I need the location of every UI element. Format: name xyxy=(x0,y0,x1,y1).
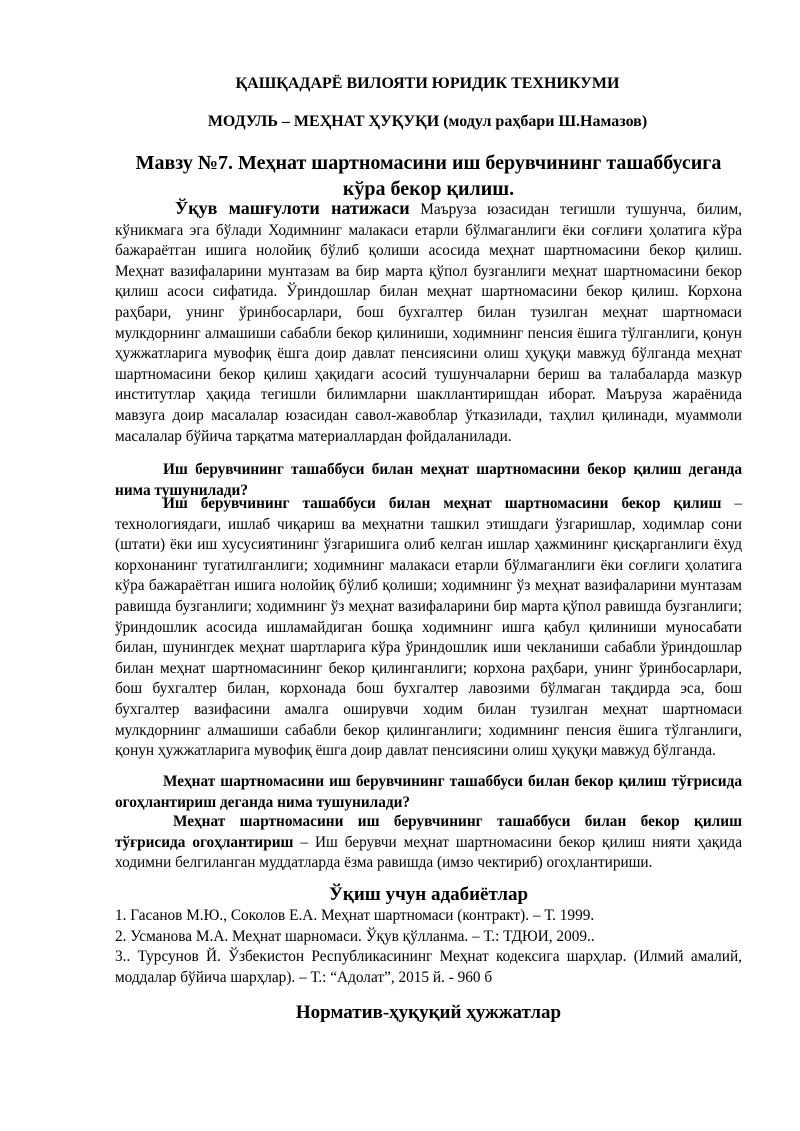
answer-2-lead: Меҳнат шартномасини иш берувчининг ташаббуси билан бекор қилиш тўғрисида огоҳлантириш xyxy=(115,813,742,851)
institution-heading: ҚАШҚАДАРЁ ВИЛОЯТИ ЮРИДИК ТЕХНИКУМИ xyxy=(235,75,620,92)
literature-item: 1. Гасанов М.Ю., Соколов Е.А. Меҳнат шартномаси (контракт). – Т. 1999. xyxy=(115,907,595,924)
answer-2 xyxy=(115,812,742,874)
answer-1 xyxy=(115,494,742,762)
literature-item: 2. Усманова М.А. Меҳнат шарномаси. Ўқув қўлланма. – Т.: ТДЮИ, 2009.. xyxy=(115,927,595,945)
answer-1-lead: Иш берувчининг ташаббуси билан меҳнат шартномасини бекор қилиш xyxy=(163,495,722,512)
question-1: Иш берувчининг ташаббуси билан меҳнат шартномасини бекор қилиш деганда нима тушунилади? xyxy=(115,461,742,499)
topic-title: Мавзу №7. Меҳнат шартномасини иш берувчининг ташаббусига кўра бекор қилиш. xyxy=(135,152,722,200)
intro-lead: Ўқув машғулоти натижаси xyxy=(175,198,410,218)
answer-2-text: – Иш берувчи меҳнат шартномасини бекор қилиш нияти ҳақида ходимни белгиланган муддатларда ёзма равишда (имзо чектириб) огоҳлантириши. xyxy=(115,833,742,872)
module-heading: МОДУЛЬ – МЕҲНАТ ҲУҚУҚИ (модул раҳбари Ш.Намазов) xyxy=(207,113,648,130)
literature-item: 3.. Турсунов Й. Ўзбекистон Республикасининг Меҳнат кодексига шарҳлар. (Илмий амалий, моддалар бўйича шарҳлар). – Т.: “Адолат”, 2015 й. - 960 б xyxy=(115,948,742,986)
intro-paragraph xyxy=(115,198,742,447)
literature-list xyxy=(115,906,742,988)
answer-1-text: – технологиядаги, ишлаб чиқариш ва меҳнатни ташкил этишдаги ўзгаришлар, ходимлар сони (штати) ёки иш хусусиятининг ўзгаришига олиб келган ишлар ҳажмининг қисқарганлиги ёхуд корхонанинг тугатилганлиги; ходимнинг малакаси етарли бўлмаганлиги ёки соғлиги ҳолатига кўра бажараётган ишига нолойиқ бўлиб қолиши; ходимнинг ўз меҳнат вазифаларини мунтазам равишда бузганлиги; ходимнинг ўз меҳнат вазифаларини бир марта қўпол равишда бузганлиги; ўриндошлик асосида ишламайдиган бошқа ходимнинг ишга қабул қилиниши муносабати билан, шунингдек меҳнат шартларига кўра ўриндошлик иши чекланиши сабабли ўриндошлар билан меҳнат шартномасининг бекор қилинганлиги; корхона раҳбари, унинг ўринбосарлари, бош бухгалтер билан, корхонада бош бухгалтер лавозими бўлмаган тақдирда эса, бош бухгалтер вазифасини амалга оширувчи ходим билан тузилган меҳнат шартномаси мулкдорнинг алмашиши сабабли бекор қилинганлиги; ходимнинг пенсия ёшига тўлганлиги, қонун ҳужжатларига мувофиқ ёшга доир давлат пенсиясини олиш ҳуқуқи мавжуд бўлганда. xyxy=(115,495,742,760)
intro-text: Маъруза юзасидан тегишли тушунча, билим, кўникмага эга бўлади Ходимнинг малакаси етарли бўлмаганлиги ёки соғлиғи ҳолатига кўра бажараётган ишига нолойиқ бўлиб қолиши асосида меҳнат шартномасини бекор қилиш. Меҳнат вазифаларини мунтазам ва бир марта қўпол бузганлиги меҳнат шартномасини бекор қилиш асоси сифатида. Ўриндошлар билан меҳнат шартномасини бекор қилиш. Корхона раҳбари, унинг ўринбосарлари, бош бухгалтер билан тузилган меҳнат шартномаси мулкдорнинг алмашиши сабабли бекор қилиниши, ходимнинг пенсия ёшига тўлганлиги, қонун ҳужжатларига мувофиқ ёшга доир давлат пенсиясини олиш ҳуқуқи мавжуд бўлганда меҳнат шартномасини бекор қилиш ҳақидаги асосий тушунчаларни бериш ва талабаларда мазкур институтлар ҳақида тегишли билимларни шакллантиришдан иборат. Маъруза жараёнида мавзуга доир масалалар юзасидан савол-жавоблар ўтказилади, таҳлил қилинади, муаммоли масалалар бўйича тарқатма материаллардан фойдаланилади. xyxy=(115,201,742,445)
normative-title: Норматив-ҳуқуқий ҳужжатлар xyxy=(295,1002,562,1023)
literature-title: Ўқиш учун адабиётлар xyxy=(328,884,529,905)
question-2: Меҳнат шартномасини иш берувчининг ташаббуси билан бекор қилиш тўғрисида огоҳлантириш деганда нима тушунилади? xyxy=(115,773,742,811)
